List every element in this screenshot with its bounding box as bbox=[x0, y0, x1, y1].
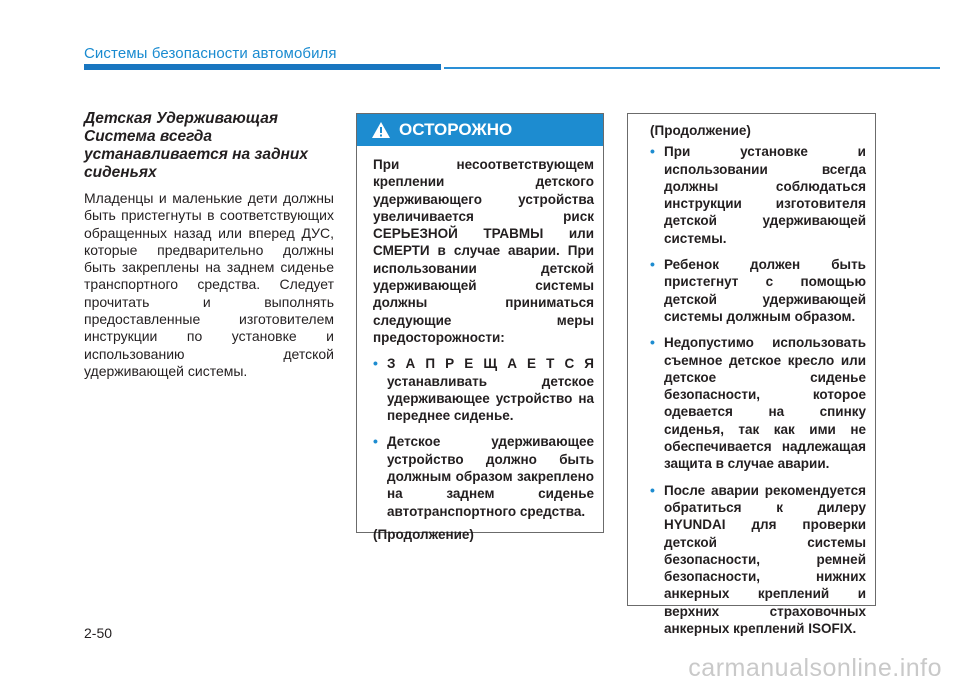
warning-bullet bbox=[373, 433, 594, 519]
left-column bbox=[84, 110, 334, 380]
bullet-dot-icon: • bbox=[650, 256, 655, 273]
continuation-bullet bbox=[650, 256, 866, 325]
bullet-dot-icon: • bbox=[650, 143, 655, 160]
continuation-bullet-text: При установке и использовании всегда должны соблюдаться инструкции изготовителя детской удерживающей системы. bbox=[664, 144, 866, 246]
warning-bullet bbox=[373, 355, 594, 424]
warning-triangle-icon bbox=[371, 121, 391, 139]
warning-header bbox=[357, 114, 603, 146]
header-rule-thin bbox=[444, 67, 940, 69]
warning-intro: При несоответствующем креплении детского удерживающего устройства увеличивается риск СЕРЬЕЗНОЙ ТРАВМЫ или СМЕРТИ в случае аварии. При использовании детской удерживающей системы должны приниматься следующие меры предосторожности: bbox=[373, 157, 594, 345]
warning-box bbox=[356, 113, 604, 542]
continuation-bullet-text: Недопустимо использовать съемное детское кресло или детское сиденье безопасности, которое одевается на спинку сиденья, так как ими не обеспечивается надлежащая защита в случае аварии. bbox=[664, 335, 866, 472]
section-title: Системы безопасности автомобиля bbox=[84, 45, 337, 62]
continued-label: (Продолжение) bbox=[373, 526, 474, 542]
continuation-bullet bbox=[650, 143, 866, 247]
bullet-dot-icon: • bbox=[650, 334, 655, 351]
continuation-box bbox=[627, 113, 876, 637]
continuation-bullet bbox=[650, 482, 866, 638]
header-rule-thick bbox=[84, 64, 441, 70]
warning-title: ОСТОРОЖНО bbox=[399, 120, 513, 139]
continuation-bullet bbox=[650, 334, 866, 472]
watermark: carmanualsonline.info bbox=[688, 654, 942, 682]
bullet-dot-icon: • bbox=[373, 355, 378, 372]
continuation-bullet-text: После аварии рекомендуется обратиться к дилеру HYUNDAI для проверки детской системы безопасности, ремней безопасности, нижних анкерных креплений и верхних страховочных анкерных креплений ISOFIX. bbox=[664, 482, 866, 637]
intro-paragraph: Младенцы и маленькие дети должны быть пристегнуты в соответствующих обращенных назад или вперед ДУС, которые предварительно должны быть закреплены на заднем сиденье транспортного средства. Следует прочитать и выполнять предоставленные изготовителем инструкции по установке и использованию детской удерживающей системы. bbox=[84, 190, 334, 379]
page-number: 2-50 bbox=[84, 625, 113, 641]
warning-body bbox=[357, 146, 603, 543]
warning-bullet-text: Детское удерживающее устройство должно быть должным образом закреплено на заднем сиденье автотранспортного средства. bbox=[387, 434, 594, 519]
bullet-dot-icon: • bbox=[650, 481, 655, 498]
warning-bullet-text: З А П Р Е Щ А Е Т С Я устанавливать детское удерживающее устройство на переднее сиденье. bbox=[387, 356, 594, 424]
section-heading: Детская Удерживающая Система всегда устанавливается на задних сиденьях bbox=[84, 110, 308, 181]
continuation-bullet-text: Ребенок должен быть пристегнут с помощью детской удерживающей системы должным образом. bbox=[664, 257, 866, 324]
bullet-dot-icon: • bbox=[373, 433, 378, 450]
continuation-heading: (Продолжение) bbox=[650, 123, 751, 138]
